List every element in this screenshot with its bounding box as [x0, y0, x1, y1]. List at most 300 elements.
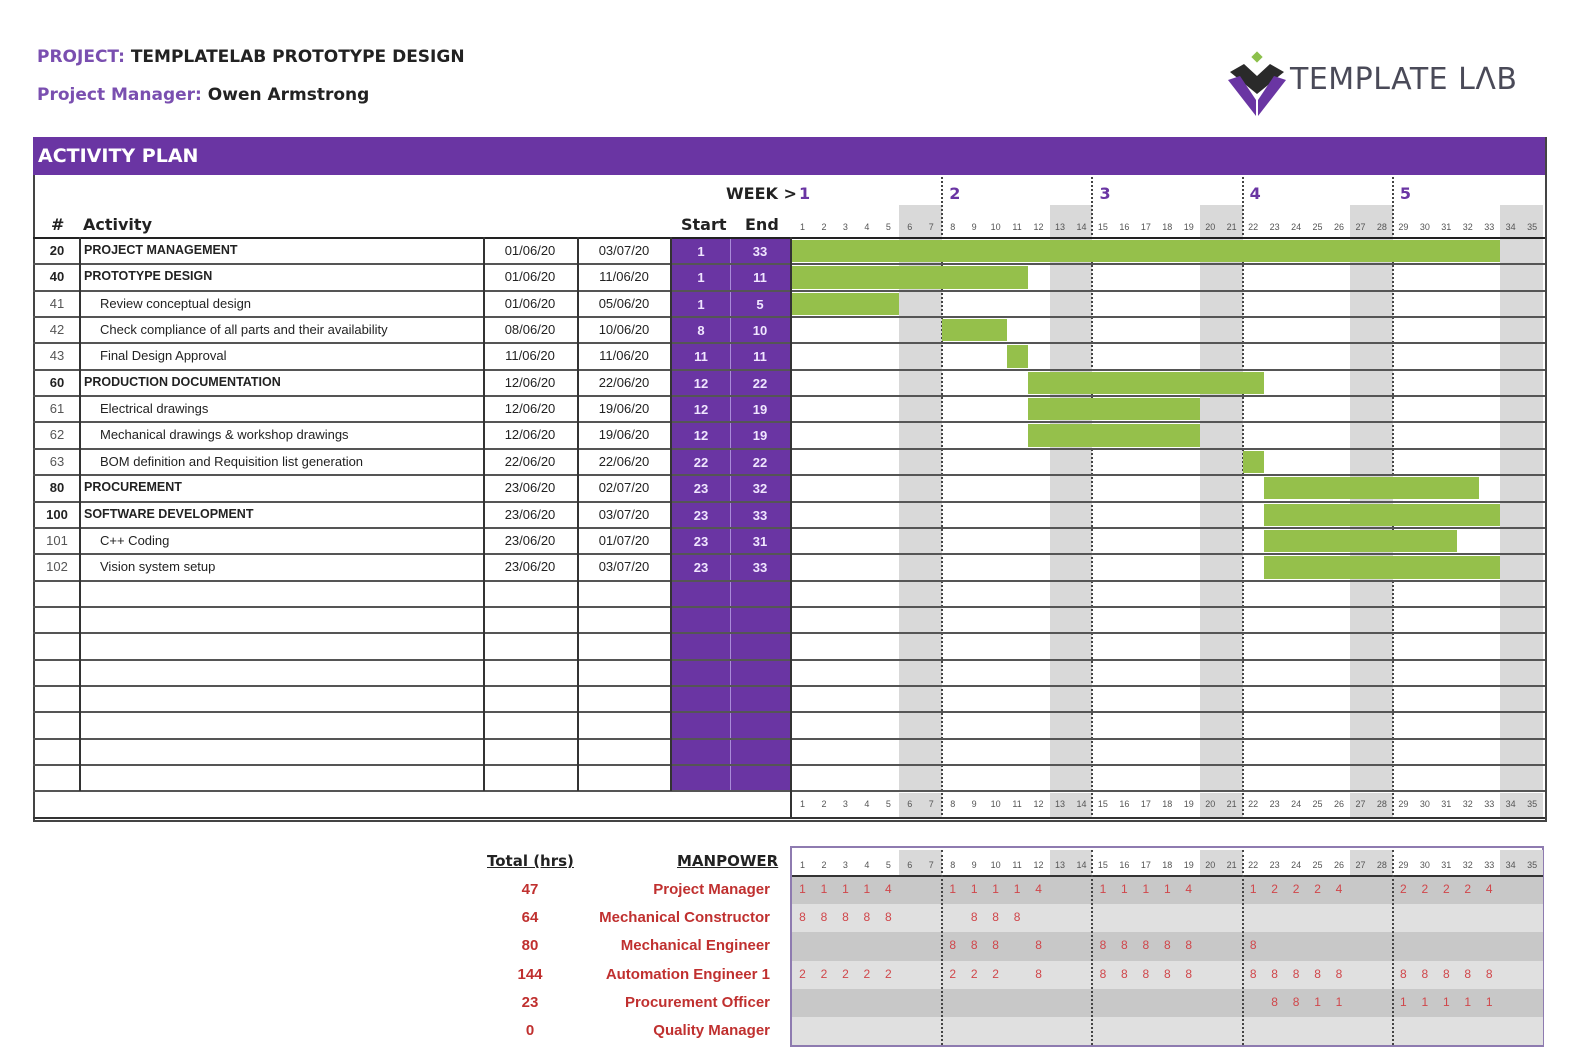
task-name: Electrical drawings: [100, 401, 209, 417]
task-start-date: 22/06/20: [504, 453, 556, 469]
day-number: 33: [1484, 222, 1495, 232]
col-divider-gantt: [790, 237, 792, 791]
task-end-date: 19/06/20: [598, 427, 650, 443]
project-manager: [37, 85, 369, 105]
task-start-day: 1: [697, 296, 705, 312]
manpower-hours: 1: [1163, 882, 1171, 896]
task-id: 102: [46, 559, 68, 575]
day-number: 16: [1119, 222, 1130, 232]
manpower-header: MANPOWER: [677, 852, 779, 870]
col-header-num: #: [51, 215, 65, 234]
day-number: 29: [1398, 222, 1409, 232]
row-divider: [33, 606, 1545, 608]
manpower-hours: 1: [863, 882, 871, 896]
day-number-footer: 18: [1162, 799, 1173, 810]
manpower-hours: 1: [1335, 994, 1343, 1009]
task-end-date: 03/07/20: [598, 559, 650, 575]
manpower-day-number: 3: [842, 860, 848, 870]
task-id: 62: [49, 427, 65, 443]
task-id: 40: [49, 269, 65, 285]
weekend-column: [1071, 205, 1092, 791]
day-number-footer: 8: [950, 799, 956, 810]
day-number: 21: [1226, 222, 1237, 232]
day-number: 8: [950, 222, 956, 232]
project-title: [37, 47, 465, 67]
task-end-date: 10/06/20: [598, 322, 650, 338]
task-name: Final Design Approval: [100, 348, 227, 364]
gantt-bar: [942, 319, 1006, 341]
gantt-bar: [792, 240, 1500, 262]
task-end-day: 10: [752, 323, 768, 339]
manpower-total: 23: [521, 993, 539, 1011]
task-end-date: 01/07/20: [598, 532, 650, 548]
day-number: 31: [1441, 222, 1452, 232]
manpower-hours: 8: [1314, 966, 1321, 981]
day-number-footer: 3: [842, 799, 848, 810]
task-start-day: 23: [693, 533, 709, 549]
row-divider: [33, 316, 1545, 318]
day-number: 32: [1462, 222, 1473, 232]
manpower-hours: 2: [799, 966, 806, 981]
manpower-row-bg: [792, 904, 1543, 932]
row-divider: [33, 738, 1545, 740]
manpower-total: 0: [525, 1022, 535, 1039]
task-end-date: 11/06/20: [599, 269, 649, 285]
manpower-day-number: 19: [1183, 860, 1194, 870]
task-name: PROTOTYPE DESIGN: [84, 269, 213, 284]
manpower-hours: 1: [1400, 994, 1407, 1009]
day-number: 9: [971, 222, 977, 232]
manpower-hours: 2: [1464, 882, 1472, 896]
task-id: 80: [49, 480, 65, 496]
day-number-footer: 30: [1419, 799, 1430, 810]
row-divider: [33, 421, 1545, 423]
task-end-day: 11: [753, 270, 767, 286]
day-number: 10: [990, 222, 1001, 232]
gantt-bar: [1264, 556, 1500, 578]
manpower-hours: 2: [992, 966, 999, 981]
day-number-footer: 10: [990, 799, 1001, 810]
task-end-date: 11/06/20: [599, 348, 649, 364]
day-number: 3: [842, 222, 848, 232]
day-number: 18: [1162, 222, 1173, 232]
day-number-footer: 24: [1291, 799, 1302, 810]
day-number-footer: 28: [1376, 799, 1387, 810]
task-start-date: 01/06/20: [504, 269, 556, 285]
day-number-footer: 22: [1248, 799, 1259, 810]
manpower-hours: 2: [1442, 882, 1450, 896]
day-number: 4: [864, 222, 870, 232]
task-start-date: 08/06/20: [504, 322, 556, 338]
day-number-footer: 7: [928, 799, 934, 810]
weekend-column: [1221, 205, 1242, 791]
manpower-hours: 8: [1142, 966, 1150, 981]
day-number-footer: 1: [799, 799, 805, 810]
day-number-footer: 11: [1012, 799, 1022, 810]
task-end-day: 5: [756, 296, 764, 312]
day-number: 11: [1012, 222, 1022, 232]
day-number: 6: [907, 222, 913, 232]
manpower-hours: 8: [1249, 938, 1257, 953]
manpower-hours: 8: [1035, 938, 1042, 953]
manpower-hours: 2: [1400, 882, 1407, 896]
task-start-day: 22: [693, 454, 709, 470]
manpower-hours: 1: [1442, 994, 1450, 1009]
task-start-date: 01/06/20: [504, 243, 556, 258]
col-header-activity: Activity: [83, 215, 152, 234]
week-number: 4: [1249, 184, 1261, 203]
day-number-footer: 14: [1076, 799, 1087, 810]
day-number-footer: 26: [1333, 799, 1344, 810]
gantt-bar: [1264, 530, 1457, 552]
task-start-day: 12: [693, 375, 709, 391]
manpower-day-number: 27: [1355, 860, 1366, 870]
manpower-day-number: 7: [928, 860, 934, 870]
day-number-footer: 29: [1398, 799, 1409, 810]
manpower-day-number: 20: [1205, 860, 1216, 870]
task-end-day: 33: [752, 560, 768, 576]
manpower-hours: 1: [1314, 994, 1321, 1009]
manpower-hours: 8: [1292, 994, 1300, 1009]
task-end-day: 22: [752, 454, 768, 470]
day-number-footer: 25: [1312, 799, 1323, 810]
manpower-hours: 1: [992, 882, 999, 896]
manpower-hours: 1: [820, 882, 828, 896]
manpower-day-number: 1: [799, 860, 805, 870]
day-number: 25: [1312, 222, 1323, 232]
manpower-hours: 8: [884, 910, 892, 925]
day-number-footer: 17: [1140, 799, 1151, 810]
row-divider: [33, 659, 1545, 661]
manpower-hours: 8: [970, 910, 978, 925]
weekend-column: [899, 205, 920, 791]
manpower-role: Project Manager: [653, 881, 770, 898]
manpower-hours: 8: [1099, 966, 1107, 981]
manpower-day-number: 25: [1312, 860, 1323, 870]
manpower-role: Mechanical Engineer: [620, 937, 770, 955]
week-separator: [1091, 177, 1093, 819]
task-id: 41: [49, 295, 65, 311]
col-divider-num: [79, 237, 81, 791]
manager-label: Project Manager:: [37, 85, 202, 105]
task-name: PROJECT MANAGEMENT: [84, 243, 238, 257]
day-number: 12: [1033, 222, 1044, 232]
manpower-total: 80: [521, 937, 539, 955]
manpower-total: 64: [521, 909, 539, 927]
day-number: 5: [885, 222, 891, 232]
footer-divider: [33, 817, 1545, 819]
manpower-day-number: 33: [1484, 860, 1495, 870]
task-end-date: 19/06/20: [598, 401, 650, 417]
manpower-hours: 8: [863, 910, 871, 925]
day-number: 27: [1355, 222, 1366, 232]
manpower-week-separator: [1392, 850, 1394, 1045]
manpower-total: 144: [517, 965, 543, 983]
task-start-day: 12: [693, 402, 709, 418]
project-label: PROJECT:: [37, 47, 125, 67]
row-divider: [33, 501, 1545, 503]
manpower-hours: 8: [949, 938, 957, 953]
manpower-header-divider: [792, 875, 1543, 877]
manpower-hours: 8: [1163, 938, 1171, 953]
manpower-hours: 2: [970, 966, 978, 981]
task-end-date: 02/07/20: [598, 480, 650, 496]
manpower-hours: 8: [1121, 966, 1128, 981]
manpower-role: Mechanical Constructor: [599, 909, 770, 927]
manpower-row-bg: [792, 1017, 1543, 1045]
manpower-hours: 4: [1185, 882, 1193, 896]
manpower-hours: 8: [1142, 938, 1150, 953]
col-header-start: Start: [681, 215, 727, 234]
manpower-day-number: 28: [1376, 860, 1387, 870]
task-id: 63: [49, 453, 65, 469]
manpower-hours: 2: [884, 966, 892, 981]
manpower-hours: 8: [1035, 966, 1042, 981]
manpower-day-number: 5: [885, 860, 891, 870]
col-header-end: End: [745, 215, 779, 234]
manpower-day-number: 17: [1140, 860, 1151, 870]
manpower-hours: 8: [1335, 966, 1343, 981]
task-name: SOFTWARE DEVELOPMENT: [84, 506, 254, 521]
day-number: 35: [1527, 222, 1538, 232]
gantt-bar: [1028, 398, 1200, 420]
manpower-hours: 8: [1485, 966, 1493, 981]
task-id: 100: [46, 506, 68, 522]
manpower-role: Automation Engineer 1: [605, 965, 770, 983]
manpower-hours: 8: [1185, 966, 1193, 981]
task-id: 101: [46, 532, 68, 548]
task-start-day: 8: [697, 323, 705, 339]
task-start-date: 01/06/20: [504, 295, 556, 311]
row-divider: [33, 527, 1545, 529]
manpower-hours: 8: [1464, 966, 1472, 981]
task-end-day: 31: [752, 533, 768, 549]
day-number: 28: [1376, 222, 1387, 232]
manpower-day-number: 21: [1226, 860, 1237, 870]
task-name: Vision system setup: [100, 559, 216, 575]
manpower-day-number: 11: [1012, 860, 1022, 870]
task-start-date: 12/06/20: [504, 401, 556, 417]
task-start-day: 23: [693, 481, 709, 497]
day-number-footer: 23: [1269, 799, 1280, 810]
row-divider: [33, 711, 1545, 713]
row-divider: [33, 237, 1545, 239]
manpower-day-number: 18: [1162, 860, 1173, 870]
day-number-footer: 35: [1527, 799, 1538, 810]
manpower-hours: 2: [842, 966, 849, 981]
manpower-hours: 8: [1249, 966, 1257, 981]
day-number-footer: 32: [1462, 799, 1473, 810]
task-start-day: 23: [693, 560, 709, 576]
task-start-day: 1: [697, 244, 705, 259]
day-number: 20: [1205, 222, 1216, 232]
manpower-day-number: 2: [821, 860, 827, 870]
gantt-bar: [1264, 504, 1500, 526]
manpower-hours: 8: [799, 910, 806, 925]
manpower-hours: 8: [1421, 966, 1429, 981]
task-start-day: 1: [697, 270, 705, 286]
manpower-hours: 2: [1421, 882, 1429, 896]
day-number-footer: 34: [1505, 799, 1516, 810]
weekend-column: [1522, 205, 1543, 791]
day-number: 26: [1333, 222, 1344, 232]
day-number-footer: 19: [1183, 799, 1194, 810]
task-start-day: 12: [693, 428, 709, 444]
manpower-hours: 1: [1142, 882, 1150, 896]
task-end-day: 11: [753, 349, 767, 365]
logo-mark-icon: [1226, 50, 1288, 120]
day-number: 34: [1505, 222, 1516, 232]
task-end-day: 33: [752, 244, 768, 259]
day-number: 15: [1097, 222, 1108, 232]
week-number: 1: [799, 184, 811, 203]
manpower-day-number: 22: [1248, 860, 1259, 870]
manpower-hours: 1: [970, 882, 978, 896]
manpower-hours: 1: [1485, 994, 1493, 1009]
manpower-role: Quality Manager: [653, 1022, 770, 1039]
activity-plan-title: ACTIVITY PLAN: [38, 145, 199, 167]
manager-name: Owen Armstrong: [207, 85, 370, 105]
templatelab-logo: [1226, 50, 1526, 120]
task-end-date: 05/06/20: [598, 295, 650, 311]
task-name: BOM definition and Requisition list generation: [100, 453, 364, 469]
day-number-footer: 5: [885, 799, 891, 810]
task-start-date: 23/06/20: [504, 506, 556, 522]
day-number: 23: [1269, 222, 1280, 232]
manpower-hours: 8: [1163, 966, 1171, 981]
day-number: 17: [1140, 222, 1151, 232]
day-number-footer: 27: [1355, 799, 1366, 810]
day-number: 24: [1291, 222, 1302, 232]
row-divider: [33, 369, 1545, 371]
weekend-column: [1200, 205, 1221, 791]
day-number-footer: 9: [971, 799, 977, 810]
day-number: 7: [928, 222, 934, 232]
activity-plan-header: [33, 137, 1545, 175]
weekend-column: [1050, 205, 1071, 791]
task-start-date: 23/06/20: [504, 480, 556, 496]
week-number: 5: [1399, 184, 1412, 203]
manpower-hours: 8: [1099, 938, 1107, 953]
task-end-date: 22/06/20: [598, 374, 650, 390]
manpower-hours: 2: [863, 966, 871, 981]
task-end-day: 19: [752, 428, 768, 444]
gantt-bar: [1028, 372, 1264, 394]
manpower-hours: 1: [799, 882, 806, 896]
manpower-hours: 2: [1314, 882, 1321, 896]
manpower-hours: 8: [1292, 966, 1300, 981]
task-name: C++ Coding: [100, 532, 170, 548]
day-number-footer: 13: [1055, 799, 1066, 810]
row-divider: [33, 790, 1545, 792]
manpower-day-number: 30: [1419, 860, 1430, 870]
manpower-hours: 8: [820, 910, 828, 925]
manpower-hours: 8: [1400, 966, 1407, 981]
manpower-hours: 2: [1271, 882, 1278, 896]
task-id: 43: [49, 348, 65, 364]
manpower-day-number: 12: [1033, 860, 1044, 870]
manpower-hours: 2: [949, 966, 957, 981]
gantt-bar: [1243, 451, 1264, 473]
task-name: Review conceptual design: [100, 295, 252, 311]
day-number: 30: [1419, 222, 1430, 232]
manpower-hours: 8: [992, 910, 999, 925]
task-start-day: 11: [694, 349, 708, 365]
task-start-date: 12/06/20: [504, 427, 556, 443]
day-number: 22: [1248, 222, 1259, 232]
task-start-date: 12/06/20: [504, 374, 556, 390]
manpower-hours: 1: [842, 882, 849, 896]
row-divider: [33, 448, 1545, 450]
day-number-footer: 16: [1119, 799, 1130, 810]
day-number-footer: 21: [1226, 799, 1237, 810]
manpower-hours: 1: [1099, 882, 1107, 896]
row-divider: [33, 290, 1545, 292]
week-number: 2: [949, 184, 961, 203]
manpower-hours: 8: [1271, 966, 1278, 981]
manpower-hours: 4: [1035, 882, 1042, 896]
day-number-footer: 2: [821, 799, 827, 810]
project-name: TEMPLATELAB PROTOTYPE DESIGN: [130, 47, 465, 67]
manpower-hours: 4: [1485, 882, 1493, 896]
manpower-day-number: 24: [1291, 860, 1302, 870]
day-number: 2: [821, 222, 827, 232]
task-end-date: 22/06/20: [598, 453, 650, 469]
manpower-hours: 8: [1013, 910, 1021, 925]
task-name: Mechanical drawings & workshop drawings: [100, 427, 349, 443]
manpower-day-number: 9: [971, 860, 977, 870]
week-separator: [1242, 177, 1244, 819]
manpower-hours: 1: [1121, 882, 1128, 896]
manpower-day-number: 6: [907, 860, 913, 870]
task-end-day: 22: [752, 375, 768, 391]
row-divider: [33, 474, 1545, 476]
manpower-total: 47: [521, 881, 539, 898]
weekend-column: [1500, 205, 1521, 791]
total-hrs-header: Total (hrs): [487, 852, 574, 870]
day-number-footer: 20: [1205, 799, 1216, 810]
task-start-day: 23: [693, 507, 709, 523]
manpower-hours: 8: [1442, 966, 1450, 981]
manpower-day-number: 26: [1333, 860, 1344, 870]
row-divider: [33, 632, 1545, 634]
day-number: 14: [1076, 222, 1087, 232]
row-divider: [33, 580, 1545, 582]
manpower-hours: 1: [949, 882, 957, 896]
week-label: WEEK >: [726, 184, 797, 203]
row-divider: [33, 395, 1545, 397]
manpower-hours: 2: [820, 966, 828, 981]
task-name: Check compliance of all parts and their availability: [100, 322, 388, 338]
manpower-day-number: 34: [1505, 860, 1516, 870]
manpower-hours: 2: [1292, 882, 1300, 896]
task-end-day: 19: [752, 402, 768, 418]
gantt-bar: [1007, 345, 1028, 367]
day-number-footer: 31: [1441, 799, 1452, 810]
task-end-day: 32: [752, 481, 768, 497]
manpower-day-number: 14: [1076, 860, 1087, 870]
footer-gantt-divider: [790, 791, 792, 818]
task-id: 61: [49, 401, 65, 417]
gantt-bar: [1264, 477, 1479, 499]
day-number-footer: 33: [1484, 799, 1495, 810]
day-number: 19: [1183, 222, 1194, 232]
logo-text: TEMPLATE LΛB: [1290, 62, 1518, 97]
row-divider: [33, 263, 1545, 265]
task-name: PROCUREMENT: [84, 480, 182, 495]
task-start-date: 11/06/20: [505, 348, 555, 364]
task-end-date: 03/07/20: [598, 506, 650, 522]
